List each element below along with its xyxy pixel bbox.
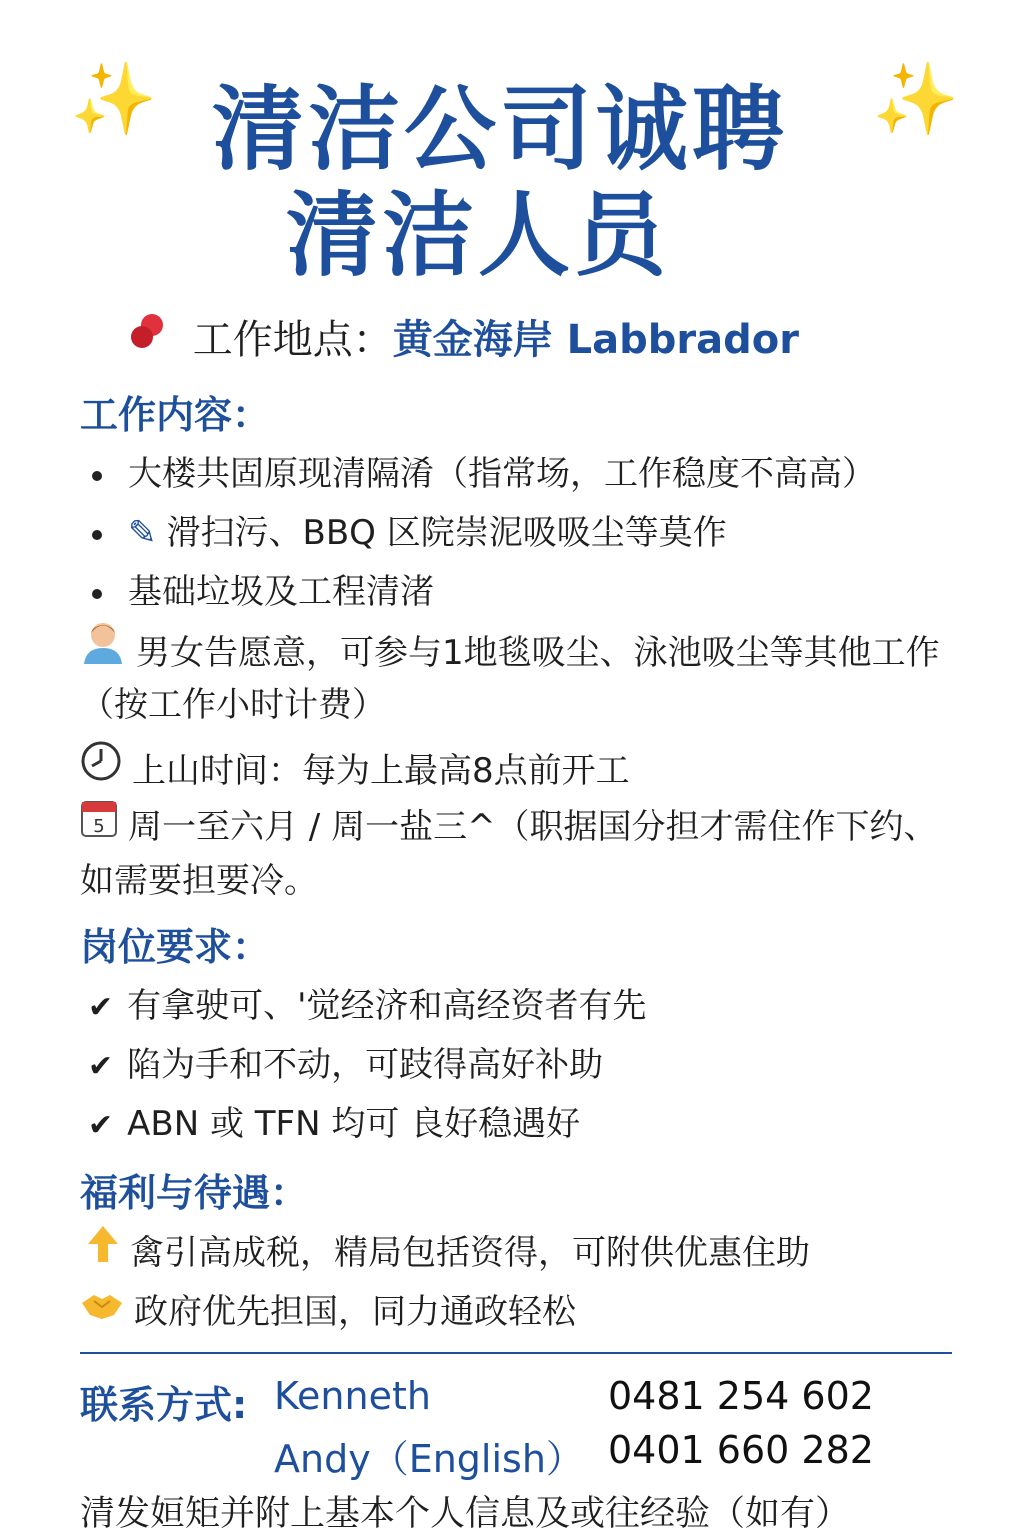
clock-icon	[80, 740, 122, 791]
list-item: ✔ ABN 或 TFN 均可 良好稳遇好	[88, 1104, 581, 1144]
divider	[80, 1352, 952, 1354]
list-item: 政府优先担国，同力通政轻松	[80, 1284, 576, 1333]
contact-footer: 清发姮矩并附上基本个人信息及或往经验（如有）	[80, 1494, 851, 1534]
list-item: ✔ 陷为手和不动，可跂得高好补助	[88, 1045, 604, 1085]
bullet-icon	[92, 471, 102, 481]
up-arrow-icon	[86, 1224, 120, 1273]
contact-phone-andy[interactable]: 0401 660 282	[608, 1428, 874, 1472]
work-note: 男女告愿意，可参与1地毯吸尘、泳池吸尘等其他工作（按工作小时计费）	[80, 620, 950, 731]
person-icon	[80, 620, 126, 679]
broom-icon: ✎	[128, 513, 157, 553]
contact-phone-kenneth[interactable]: 0481 254 602	[608, 1374, 874, 1418]
location-value: 黄金海岸 Labbrador	[392, 317, 799, 363]
schedule-row: 5 周一至六月 / 周一盐三^（职据国分担才需住作下约、如需要担要冷。	[80, 798, 960, 908]
handshake-icon	[80, 1287, 124, 1332]
benefits-heading: 福利与待遇：	[80, 1171, 309, 1215]
list-item: ✔ 有拿驶可、'觉经济和高经资者有先	[88, 986, 647, 1026]
list-item: 基础垃圾及工程清渚	[92, 564, 434, 613]
sparkle-icon: ✨	[70, 58, 158, 140]
contact-label: 联系方式:	[80, 1383, 248, 1427]
check-icon: ✔	[88, 1049, 114, 1084]
sparkle-icon: ✨	[872, 58, 960, 140]
page-title-line1: 清洁公司诚聘	[212, 76, 789, 183]
start-time-row: 上山时间：每为上最高8点前开工	[80, 740, 630, 792]
pushpin-icon	[126, 309, 170, 363]
svg-text:5: 5	[93, 816, 105, 837]
location-row	[126, 308, 799, 365]
list-item: 大楼共固原现清隔淆（指常场，工作稳度不高高）	[92, 446, 876, 495]
requirements-heading: 岗位要求：	[80, 925, 271, 969]
bullet-icon	[92, 589, 102, 599]
work-content-heading: 工作内容：	[80, 393, 271, 437]
contact-name-andy: Andy（English）	[274, 1437, 584, 1481]
contact-name-kenneth: Kenneth	[274, 1374, 431, 1418]
bullet-icon	[92, 530, 102, 540]
calendar-icon	[80, 798, 118, 854]
check-icon: ✔	[88, 1108, 114, 1143]
page-title-line2: 清洁人员	[286, 182, 671, 289]
list-item: 禽引高成税，精局包括资得，可附供优惠住助	[86, 1224, 810, 1274]
list-item: ✎ 滑扫污、BBQ 区院崇泥吸吸尘等莫作	[92, 505, 727, 554]
check-icon: ✔	[88, 990, 114, 1025]
location-label: 工作地点：	[192, 317, 393, 363]
